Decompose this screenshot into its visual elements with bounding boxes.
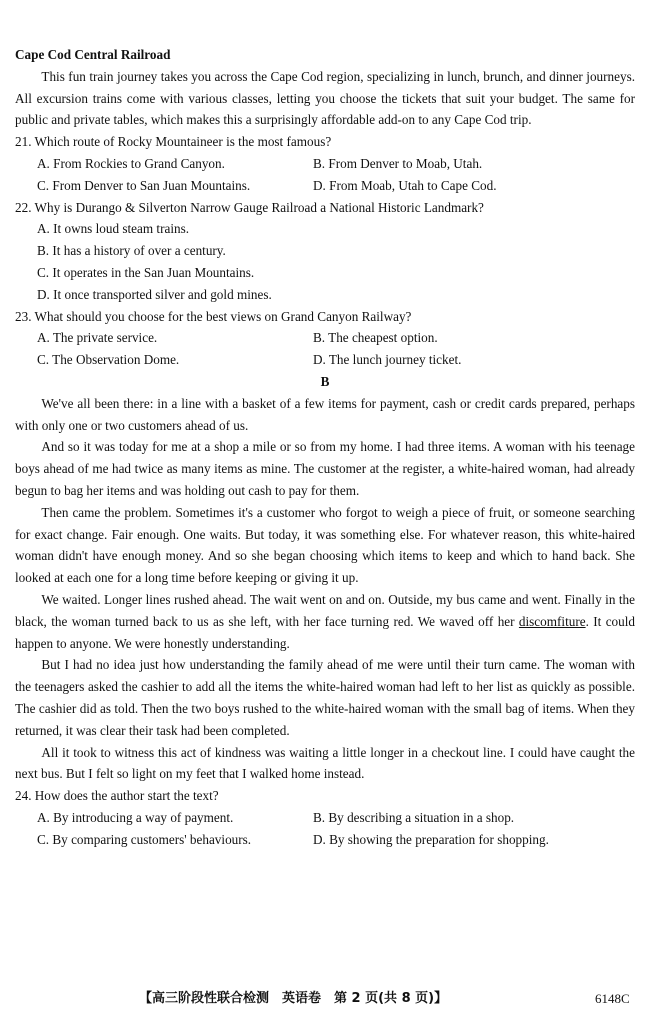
option-d: D. From Moab, Utah to Cape Cod.: [313, 177, 497, 193]
option-c: C. The Observation Dome.: [37, 352, 180, 368]
option-c: C. From Denver to San Juan Mountains.: [37, 177, 251, 193]
passage-paragraph: And so it was today for me at a shop a mile or so from my home. I had three items. A woman with his teenage boys ahead of me had twice as many items as mine. The customer at the register, a white-haired woman, had already begun to bag her items and was holding out cash to pay for them.: [15, 439, 635, 498]
section-heading: B: [320, 373, 330, 389]
question-22-stem: 22. Why is Durango & Silverton Narrow Gauge Railroad a National Historic Landmark?: [15, 199, 484, 215]
question-23-options-row-1: [15, 327, 635, 349]
passage-paragraph: All it took to witness this act of kindness was waiting a little longer in a checkout line. I could have caught the next bus. But I felt so light on my feet that I walked home instead.: [15, 744, 635, 782]
passage-paragraph: But I had no idea just how understanding the family ahead of me were until their turn came. The woman with the teenagers asked the cashier to add all the items the white-haired woman had left to her list as quickly as possible. The cashier did as told. Then the two boys rushed to the white-haired woman with the small bag of items. When they returned, it was clear their task had been completed.: [15, 657, 635, 738]
question-23-stem: 23. What should you choose for the best views on Grand Canyon Railway?: [15, 308, 412, 324]
option-d: D. By showing the preparation for shopping.: [313, 831, 549, 847]
passage-title: Cape Cod Central Railroad: [15, 47, 171, 62]
question-21-options-row-2: [15, 175, 635, 197]
footer-page-info: 【高三阶段性联合检测 英语卷 第 2 页(共 8 页)】: [139, 991, 448, 1006]
option-d: D. The lunch journey ticket.: [313, 352, 462, 368]
passage-paragraph: We've all been there: in a line with a basket of a few items for payment, cash or credit cards prepared, perhaps with only one or two customers ahead of us.: [15, 395, 635, 433]
option-b: B. By describing a situation in a shop.: [313, 809, 515, 825]
option-c: C. It operates in the San Juan Mountains.: [37, 264, 255, 280]
passage-paragraph: [15, 589, 635, 654]
option-a: A. The private service.: [37, 330, 158, 346]
paragraph-text: . It could happen to anyone. We were honestly understanding.: [15, 613, 635, 651]
page-content: [15, 44, 635, 850]
question-21-stem: 21. Which route of Rocky Mountaineer is the most famous?: [15, 134, 332, 150]
page-footer: [0, 988, 648, 1010]
footer-code: 6148C: [595, 991, 630, 1006]
option-a: A. From Rockies to Grand Canyon.: [37, 155, 225, 171]
passage-paragraph: Then came the problem. Sometimes it's a customer who forgot to weigh a piece of fruit, or someone searching for exact change. Fair enough. One waits. But today, it was something else. For whatever reason, this white-haired woman didn't have enough money. And so she began choosing which items to keep and which to hand back. She looked at each one for a long time before keeping or giving it up.: [15, 504, 635, 586]
option-b: B. From Denver to Moab, Utah.: [313, 155, 483, 171]
option-b: B. The cheapest option.: [313, 330, 438, 346]
question-23-options-row-2: [15, 349, 635, 371]
option-d: D. It once transported silver and gold mines.: [37, 286, 272, 302]
passage-paragraph: This fun train journey takes you across the Cape Cod region, specializing in lunch, brunch, and dinner journeys. All excursion trains come with various classes, letting you choose the tickets that suit your budget. The same for public and private tables, which makes this a surprisingly affordable add-on to any Cape Cod trip.: [15, 68, 635, 128]
underlined-word: discomfiture: [518, 613, 586, 629]
paragraph-text: We waited. Longer lines rushed ahead. The wait went on and on. Outside, my bus came and went. Finally in the black, the woman turned back to us as she left, with her face turning red. We waved off her: [15, 591, 635, 629]
question-24-stem: 24. How does the author start the text?: [15, 788, 219, 804]
question-24-options-row-2: [15, 829, 635, 851]
option-a: A. It owns loud steam trains.: [37, 221, 190, 237]
question-21-options-row-1: [15, 153, 635, 175]
option-c: C. By comparing customers' behaviours.: [37, 831, 252, 847]
question-24-options-row-1: [15, 807, 635, 829]
option-a: A. By introducing a way of payment.: [37, 809, 234, 825]
option-b: B. It has a history of over a century.: [37, 243, 226, 259]
